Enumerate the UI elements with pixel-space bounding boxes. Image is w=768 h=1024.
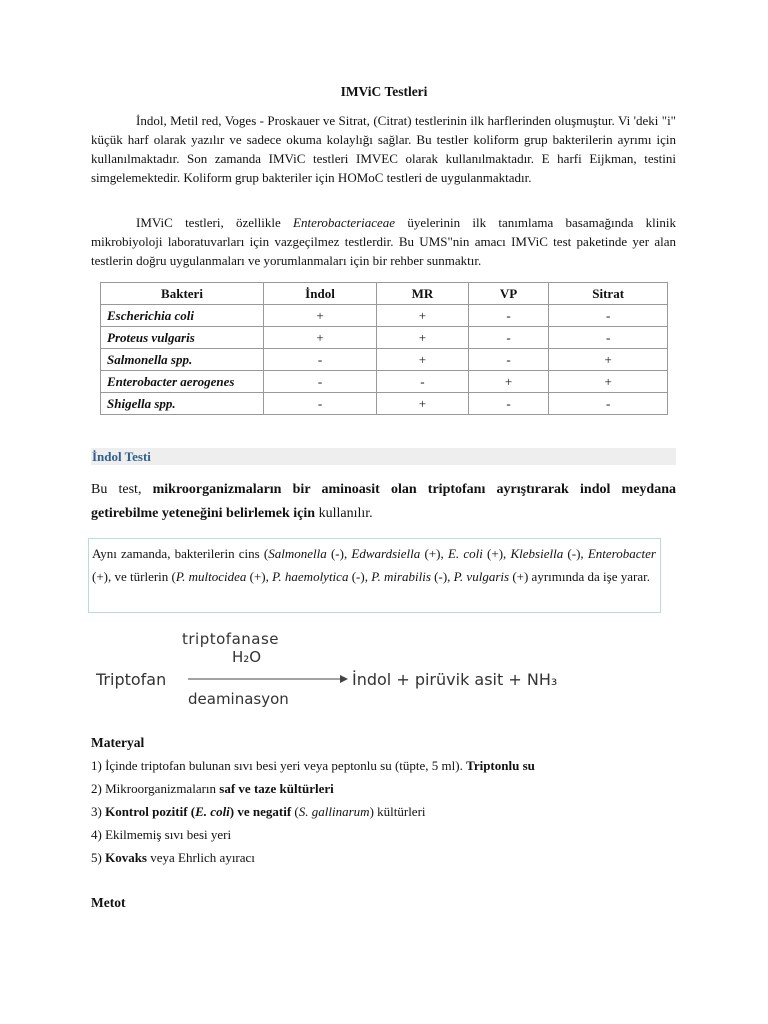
cell-indol: + [264, 327, 377, 349]
cell-indol: - [264, 393, 377, 415]
header-mr: MR [377, 283, 469, 305]
materyal-item-1: 1) İçinde triptofan bulunan sıvı besi yeri veya peptonlu su (tüpte, 5 ml). Triptonlu su [91, 758, 535, 773]
enterobacteriaceae-term: Enterobacteriaceae [293, 215, 396, 230]
table-header-row [101, 283, 668, 305]
indol-description: Bu test, mikroorganizmaların bir aminoasit olan triptofanı ayrıştırarak indol meydana getirebilme yeteneğini belirlemek için kullanılır. [91, 482, 676, 521]
header-vp: VP [468, 283, 548, 305]
cell-sitrat: + [549, 349, 668, 371]
cell-mr: + [377, 349, 469, 371]
intro-paragraph-1 [91, 111, 676, 187]
cell-sitrat: - [549, 393, 668, 415]
materyal-heading: Materyal [91, 735, 145, 750]
materyal-item-5: 5) Kovaks veya Ehrlich ayıracı [91, 850, 255, 865]
cell-mr: + [377, 305, 469, 327]
cell-vp: - [468, 349, 548, 371]
cell-vp: - [468, 393, 548, 415]
reaction-arrow-icon [188, 672, 348, 686]
materyal-item-2: 2) Mikroorganizmaların saf ve taze kültürleri [91, 781, 334, 796]
bacteria-name: Proteus vulgaris [101, 327, 264, 349]
indol-purpose-bold: mikroorganizmaların bir aminoasit olan triptofanı ayrıştırarak indol meydana getirebilme yeteneğini belirlemek için [91, 482, 676, 521]
header-indol: İndol [264, 283, 377, 305]
intro-paragraph-1-text: İndol, Metil red, Voges - Proskauer ve Sitrat, (Citrat) testlerinin ilk harflerinden oluşmuştur. Vi 'deki "i" küçük harf olarak yazılır ve sadece okuma kolaylığı sağlar. Bu testler koliform grup bakterilerin ayrımı için kullanılmaktadır. Son zamanda IMViC testleri IMVEC olarak kullanılmaktadır. E harfi Eijkman, testini simgelemektedir. Koliform grup bakteriler için HOMoC testleri de uygulanmaktadır. [91, 113, 676, 185]
table-row [101, 327, 668, 349]
reaction-products: İndol + pirüvik asit + NH₃ [352, 670, 558, 689]
intro-paragraph-2: IMViC testleri, özellikle Enterobacteriaceae üyelerinin ilk tanımlama basamağında klinik mikrobiyoloji laboratuvarları için vazgeçilmez testlerdir. Bu UMS"nin amacı IMViC test paketinde yer alan testlerin doğru uygulanmaları ve yorumlanmaları için bir rehber sunmaktır. [91, 215, 676, 268]
table-row [101, 349, 668, 371]
cell-indol: - [264, 349, 377, 371]
cell-sitrat: - [549, 327, 668, 349]
header-sitrat: Sitrat [549, 283, 668, 305]
reaction-process: deaminasyon [188, 690, 289, 708]
bacteria-name: Escherichia coli [101, 305, 264, 327]
cell-vp: - [468, 305, 548, 327]
imvic-table [100, 282, 668, 415]
bacteria-name: Salmonella spp. [101, 349, 264, 371]
reaction-diagram [90, 628, 610, 708]
cell-mr: + [377, 327, 469, 349]
reaction-substrate: Triptofan [96, 670, 167, 689]
cell-vp: + [468, 371, 548, 393]
bacteria-name: Shigella spp. [101, 393, 264, 415]
cell-indol: - [264, 371, 377, 393]
cell-mr: - [377, 371, 469, 393]
note-box-text: Aynı zamanda, bakterilerin cins (Salmonella (-), Edwardsiella (+), E. coli (+), Klebsiella (-), Enterobacter (+), ve türlerin (P. multocidea (+), P. haemolytica (-), P. mirabilis (-), P. vulgaris (+) ayrımında da işe yarar. [92, 546, 656, 584]
section-heading-indol: İndol Testi [92, 449, 151, 464]
bacteria-name: Enterobacter aerogenes [101, 371, 264, 393]
cell-sitrat: + [549, 371, 668, 393]
header-bakteri: Bakteri [101, 283, 264, 305]
materyal-item-4: 4) Ekilmemiş sıvı besi yeri [91, 827, 232, 842]
cell-indol: + [264, 305, 377, 327]
cell-sitrat: - [549, 305, 668, 327]
materyal-item-3: 3) Kontrol pozitif (E. coli) ve negatif (S. gallinarum) kültürleri [91, 804, 426, 819]
reaction-enzyme: triptofanase [182, 630, 280, 648]
cell-mr: + [377, 393, 469, 415]
metot-heading: Metot [91, 895, 126, 910]
page-title: IMViC Testleri [340, 84, 428, 99]
cell-vp: - [468, 327, 548, 349]
table-row [101, 305, 668, 327]
table-row [101, 371, 668, 393]
section-heading-bar [91, 448, 676, 465]
table-row [101, 393, 668, 415]
reaction-cofactor: H₂O [232, 648, 262, 666]
